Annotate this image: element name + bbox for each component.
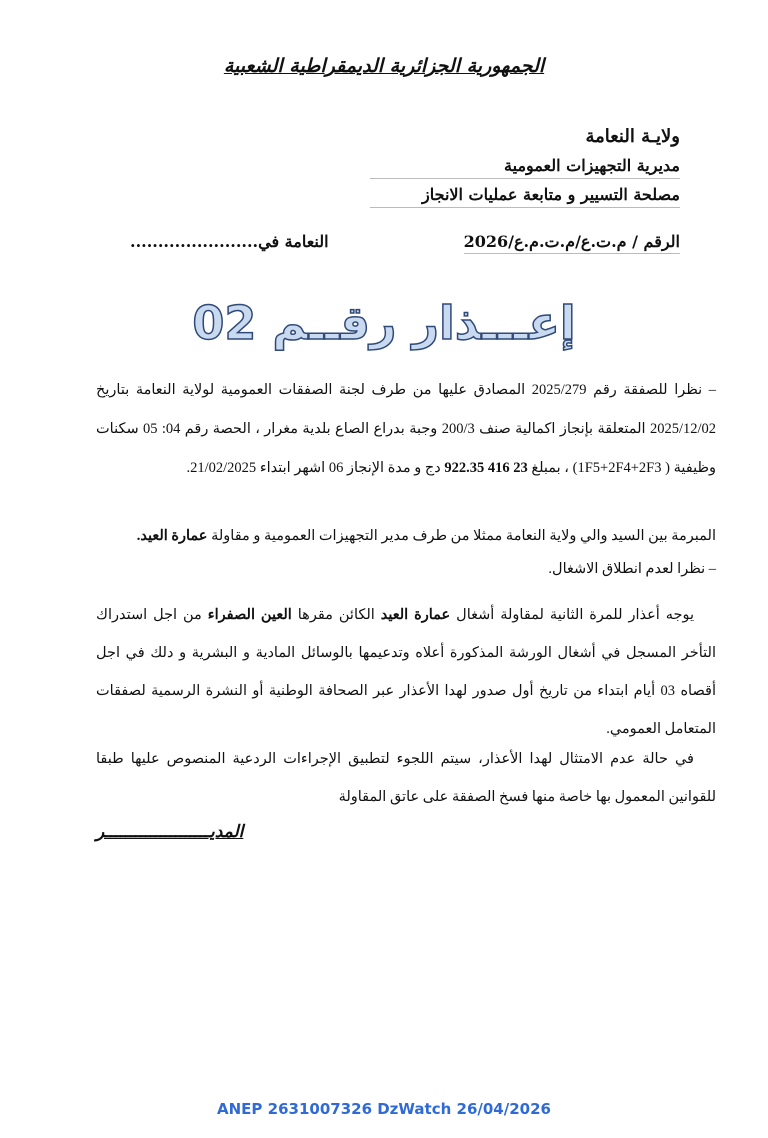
director-signature: المديـــــــــــــــــــــر (96, 822, 244, 842)
wilaya-label: ولايـة النعامة (585, 126, 680, 147)
notice-company: عمارة العيد (380, 607, 451, 623)
company-name: عمارة العيد. (136, 528, 208, 544)
reference-number: الرقم / م.ت.ع/م.ت.م.ع/2026 (464, 232, 680, 254)
document-title: إعـــذار رقــم 02 (192, 296, 576, 350)
paragraph-consequence: في حالة عدم الامتثال لهدا الأعذار، سيتم اللجوء لتطبيق الإجراءات الردعية المنصوص عليها طبقا للقوانين المعمول بها خاصة منها فسخ الصفقة على عاتق المقاولة (96, 751, 716, 805)
paragraph-parties (96, 520, 716, 586)
contract-text-end: دج و مدة الإنجاز 06 اشهر ابتداء 21/02/2025. (186, 460, 441, 476)
contract-amount: 23 416 922.35 (444, 460, 528, 476)
notice-text-a: يوجه أعذار للمرة الثانية لمقاولة أشغال (456, 607, 694, 623)
place-date: النعامة في....................... (130, 232, 329, 251)
notice-place: العين الصفراء (207, 607, 292, 623)
notice-text-b: الكائن مقرها (297, 607, 375, 623)
works-not-started: – نظرا لعدم انطلاق الاشغال. (548, 561, 716, 577)
paragraph-notice (96, 596, 716, 748)
parties-text: المبرمة بين السيد والي ولاية النعامة ممثلا من طرف مدير التجهيزات العمومية و مقاولة (211, 528, 716, 544)
publication-footer: ANEP 2631007326 DzWatch 26/04/2026 (217, 1100, 551, 1118)
paragraph-contract (96, 371, 716, 488)
notice-text-c: من اجل استدراك التأخر المسجل في أشغال الورشة المذكورة أعلاه وتدعيمها بالوسائل المادية و البشرية و دلك في اجل أقصاه 03 أيام ابتداء من تاريخ أول صدور لهدا الأعذار عبر الصحافة الوطنية أو النشرة الرسمية لصفقات المتعامل العمومي. (96, 607, 716, 737)
issuer-block (370, 124, 680, 212)
service-label: مصلحة التسيير و متابعة عمليات الانجاز (370, 183, 680, 208)
reference-row (130, 232, 680, 254)
directorate-label: مديرية التجهيزات العمومية (370, 154, 680, 179)
contract-text: – نظرا للصفقة رقم 2025/279 المصادق عليها من طرف لجنة الصفقات العمومية لولاية النعامة بتاريخ 2025/12/02 المتعلقة بإنجاز اكمالية صنف 200/3 وجبة بدراع الصاع بلدية مغرار ، الحصة رقم 04: 05 سكنات وظيفية ( 1F5+2F4+2F3) ، بمبلغ (96, 382, 717, 476)
republic-heading: الجمهورية الجزائرية الديمقراطية الشعبية (223, 55, 545, 77)
